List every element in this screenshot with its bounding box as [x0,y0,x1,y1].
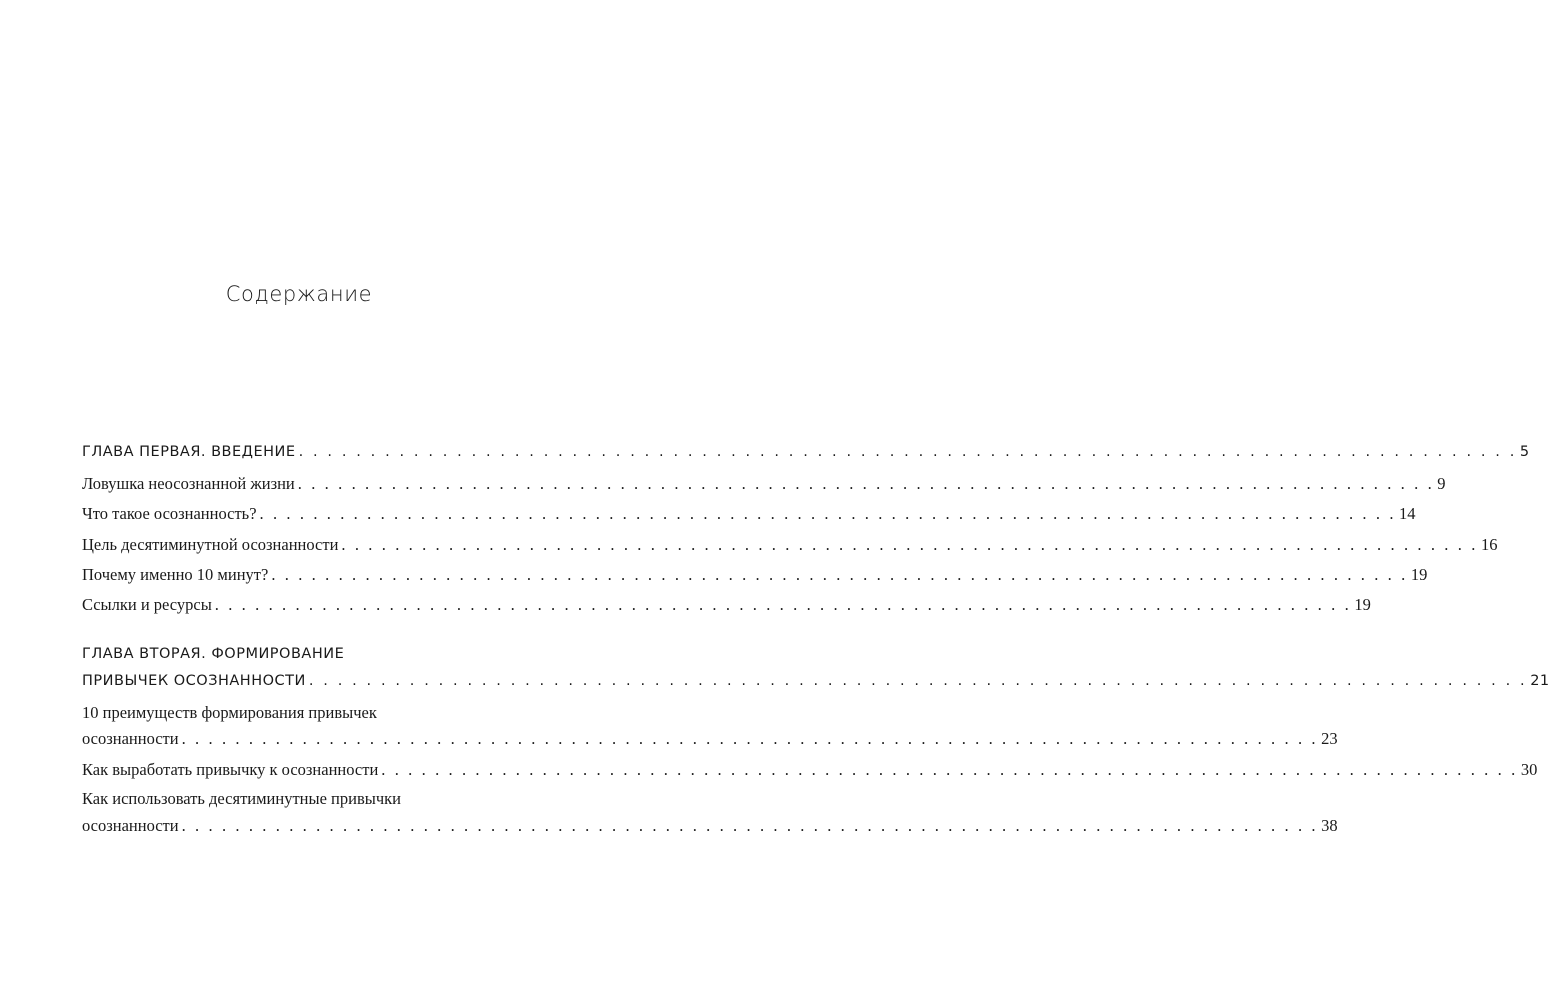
toc-section-title: Ловушка неосознанной жизни [82,474,295,493]
toc-section-title-line2: осознанности [82,729,179,748]
toc-page-number: 16 [1480,535,1498,554]
toc-section-title-line2: осознанности [82,816,179,835]
toc-chapter-1[interactable] [82,444,1530,460]
toc-section-title-line1[interactable]: 10 преимуществ формирования привычек [82,703,377,722]
dot-leader: . . . . . . . . . . . . . . . . . . . . . . . . . . . . . . . . . . . . . . . . . . . . . . . . . . . . . . . . . . . . . . . . . . . . . . . . . . . . . . . . . . . . . [259,504,1397,523]
toc-section-title: Как выработать привычку к осознанности [82,760,379,779]
toc-page-number: 5 [1519,444,1530,460]
toc-section[interactable] [82,816,1338,836]
toc-page-number: 21 [1530,673,1550,689]
toc-chapter-2[interactable] [82,673,1550,689]
toc-section-title: Ссылки и ресурсы [82,595,212,614]
dot-leader: . . . . . . . . . . . . . . . . . . . . . . . . . . . . . . . . . . . . . . . . . . . . . . . . . . . . . . . . . . . . . . . . . . . . . . . . . . . . . . . . . . . . . [214,595,1352,614]
toc-section[interactable] [82,729,1338,749]
toc-chapter-1-title: ГЛАВА ПЕРВАЯ. ВВЕДЕНИЕ [82,444,296,460]
toc-section[interactable] [82,474,1446,494]
toc-page-number: 23 [1321,729,1338,748]
dot-leader: . . . . . . . . . . . . . . . . . . . . . . . . . . . . . . . . . . . . . . . . . . . . . . . . . . . . . . . . . . . . . . . . . . . . . . . . . . . . . . . . . . . . . [381,760,1518,779]
toc-section[interactable] [82,504,1416,524]
toc-chapter-2-title-line2: ПРИВЫЧЕК ОСОЗНАННОСТИ [82,673,306,689]
toc-section[interactable] [82,535,1498,555]
dot-leader: . . . . . . . . . . . . . . . . . . . . . . . . . . . . . . . . . . . . . . . . . . . . . . . . . . . . . . . . . . . . . . . . . . . . . . . . . . . . . . . . . . . . . [298,444,1517,460]
toc-chapter-2-title-line1[interactable]: ГЛАВА ВТОРАЯ. ФОРМИРОВАНИЕ [82,646,345,662]
page-title: Содержание [225,282,373,306]
toc-page-number: 19 [1354,595,1371,614]
dot-leader: . . . . . . . . . . . . . . . . . . . . . . . . . . . . . . . . . . . . . . . . . . . . . . . . . . . . . . . . . . . . . . . . . . . . . . . . . . . . . . . . . . . . . [271,565,1408,584]
toc-section-title: Цель десятиминутной осознанности [82,535,339,554]
toc-section-title: Что такое осознанность? [82,504,257,523]
toc-section-title-line1[interactable]: Как использовать десятиминутные привычки [82,789,401,808]
dot-leader: . . . . . . . . . . . . . . . . . . . . . . . . . . . . . . . . . . . . . . . . . . . . . . . . . . . . . . . . . . . . . . . . . . . . . . . . . . . . . . . . . . . . . [297,474,1435,493]
toc-section-title: Почему именно 10 минут? [82,565,269,584]
toc-page-number: 9 [1437,474,1446,493]
dot-leader: . . . . . . . . . . . . . . . . . . . . . . . . . . . . . . . . . . . . . . . . . . . . . . . . . . . . . . . . . . . . . . . . . . . . . . . . . . . . . . . . . . . . . [181,816,1319,835]
toc-page-number: 19 [1410,565,1428,584]
dot-leader: . . . . . . . . . . . . . . . . . . . . . . . . . . . . . . . . . . . . . . . . . . . . . . . . . . . . . . . . . . . . . . . . . . . . . . . . . . . . . . . . . . . . . [181,729,1319,748]
toc-page-number: 30 [1520,760,1538,779]
dot-leader: . . . . . . . . . . . . . . . . . . . . . . . . . . . . . . . . . . . . . . . . . . . . . . . . . . . . . . . . . . . . . . . . . . . . . . . . . . . . . . . . . . . . . [341,535,1478,554]
toc-page-number: 14 [1399,504,1416,523]
toc-section[interactable] [82,565,1428,585]
toc-page-number: 38 [1321,816,1338,835]
toc-section[interactable] [82,760,1538,780]
dot-leader: . . . . . . . . . . . . . . . . . . . . . . . . . . . . . . . . . . . . . . . . . . . . . . . . . . . . . . . . . . . . . . . . . . . . . . . . . . . . . . . . . . . . . [308,673,1528,689]
toc-section[interactable] [82,595,1371,615]
